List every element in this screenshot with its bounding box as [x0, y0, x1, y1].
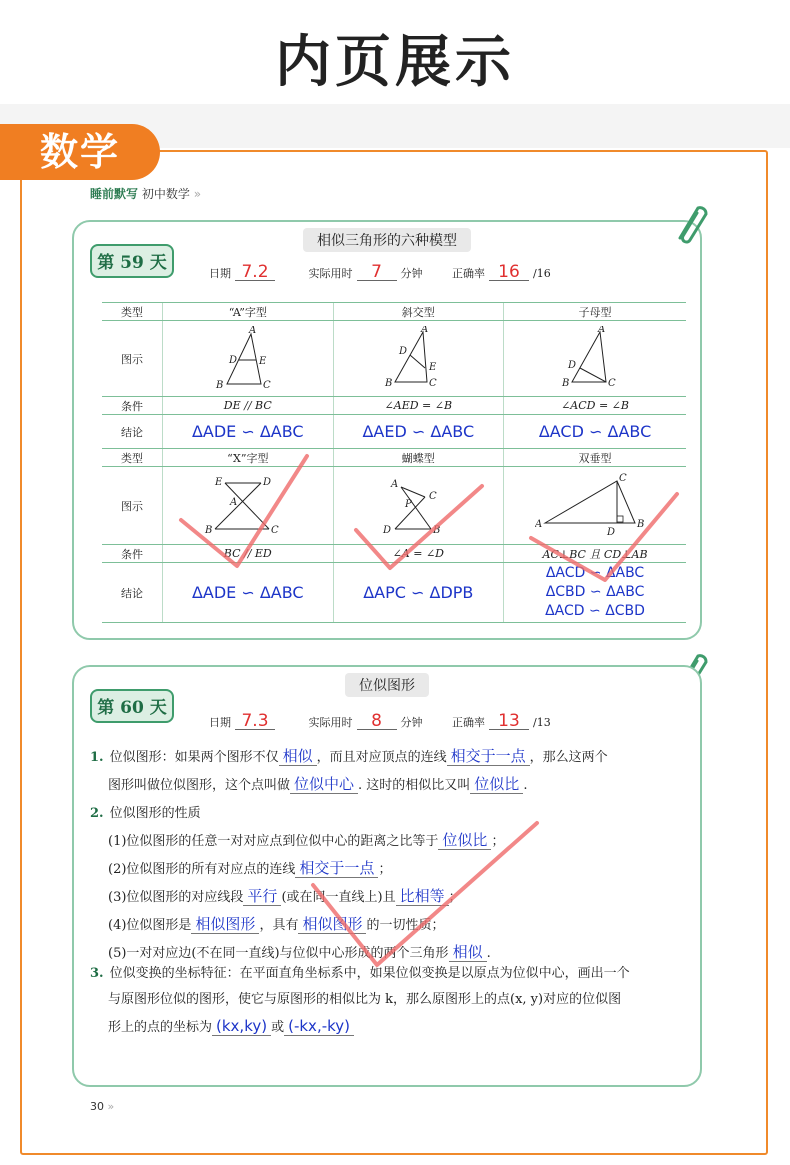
question-text: 或	[271, 1020, 285, 1035]
card-title-text: 位似图形	[345, 673, 429, 697]
condition-cell: AC⊥BC 且 CD⊥AB	[504, 545, 686, 563]
answer-text: 平行	[243, 887, 281, 906]
page-number	[90, 1100, 114, 1113]
table-row	[102, 415, 686, 449]
date-value: 7.3	[235, 713, 275, 730]
condition-cell: ∠A = ∠D	[333, 545, 504, 563]
type-cell: 子母型	[504, 303, 686, 321]
svg-text:A: A	[248, 325, 256, 336]
question-text: 位似图形：如果两个图形不仅	[109, 750, 279, 765]
svg-text:B: B	[637, 518, 645, 530]
svg-text:B: B	[433, 524, 441, 536]
svg-text:B: B	[215, 379, 224, 391]
time-value: 8	[357, 713, 397, 730]
table-row	[102, 397, 686, 415]
question-number: 3.	[90, 966, 104, 981]
svg-text:B: B	[204, 524, 213, 536]
answer-text: 相交于一点	[295, 859, 378, 878]
question-text: 形上的点的坐标为	[108, 1020, 213, 1035]
time-unit: 分钟	[400, 716, 423, 729]
answer-text: 相似图形	[298, 915, 366, 934]
figure-mother-child	[504, 321, 686, 397]
svg-text:A: A	[598, 325, 606, 335]
row-header: 类型	[102, 449, 163, 467]
conclusion-cell: ΔADE ∽ ΔABC	[163, 415, 334, 449]
page-number-separator: »	[107, 1100, 115, 1113]
accuracy-total: /16	[533, 267, 551, 280]
day-badge: 第 59 天	[90, 244, 174, 278]
svg-text:C: C	[429, 377, 437, 389]
question-text: 与原图形位似的图形，使它与原图形的相似比为 k，那么原图形上的点(x, y)对应的位似图	[108, 992, 622, 1007]
question-text: (5)一对对应边(不在同一直线)与位似中心形成的两个三角形	[108, 946, 449, 961]
svg-text:E: E	[214, 476, 223, 488]
type-cell: “A”字型	[163, 303, 334, 321]
svg-text:A: A	[229, 496, 237, 508]
row-header: 条件	[102, 397, 163, 415]
condition-cell: ∠AED = ∠B	[333, 397, 504, 415]
question-number: 1.	[90, 750, 104, 765]
breadcrumb-series: 睡前默写	[90, 187, 139, 201]
figure-oblique	[333, 321, 504, 397]
type-cell: 蝴蝶型	[333, 449, 504, 467]
answer-text: 相交于一点	[447, 747, 530, 766]
table-row	[102, 321, 686, 397]
question-text: (4)位似图形是	[108, 918, 192, 933]
svg-text:C: C	[619, 472, 627, 484]
conclusion-cell: ΔAPC ∽ ΔDPB	[333, 563, 504, 623]
question-1	[90, 743, 690, 799]
page-number-value: 30	[90, 1100, 104, 1113]
question-text: (1)位似图形的任意一对对应点到位似中心的距离之比等于	[108, 834, 439, 849]
answer-text: 位似比	[470, 775, 523, 794]
question-text: ，那么这两个	[529, 750, 608, 765]
answer-text: 相似	[279, 747, 317, 766]
figure-a-shape	[163, 321, 334, 397]
record-line	[209, 713, 551, 730]
svg-text:P: P	[405, 498, 413, 510]
question-text: 图形叫做位似图形，这个点叫做	[108, 778, 291, 793]
condition-cell: BC // ED	[163, 545, 334, 563]
svg-text:C: C	[429, 490, 437, 502]
conclusion-line: ΔACD ∽ ΔCBD	[545, 603, 645, 619]
svg-text:A: A	[421, 325, 429, 335]
accuracy-total: /13	[533, 716, 551, 729]
table-row	[102, 449, 686, 467]
question-text: ；	[491, 834, 505, 849]
svg-text:C: C	[270, 524, 279, 536]
svg-text:B: B	[385, 377, 393, 389]
question-text: 的一切性质；	[366, 918, 445, 933]
type-cell: 双垂型	[504, 449, 686, 467]
time-label: 实际用时	[308, 267, 353, 280]
breadcrumb	[90, 185, 201, 202]
conclusion-line: ΔCBD ∽ ΔABC	[545, 584, 645, 600]
svg-text:C: C	[608, 377, 616, 389]
conclusion-cell: ΔAED ∽ ΔABC	[333, 415, 504, 449]
figure-double-perpendicular	[504, 467, 686, 545]
conclusion-cell	[504, 563, 686, 623]
accuracy-value: 16	[489, 264, 529, 281]
answer-text: 位似中心	[290, 775, 358, 794]
question-text: ，具有	[259, 918, 299, 933]
row-header: 类型	[102, 303, 163, 321]
type-cell: “X”字型	[163, 449, 334, 467]
time-value: 7	[357, 264, 397, 281]
question-text: ，而且对应顶点的连线	[316, 750, 447, 765]
svg-text:A: A	[535, 518, 543, 530]
day59-card	[72, 220, 702, 640]
answer-text: (-kx,-ky)	[284, 1017, 354, 1036]
question-text: 位似图形的性质	[109, 806, 201, 821]
row-header: 图示	[102, 321, 163, 397]
breadcrumb-course: 初中数学	[141, 187, 190, 201]
condition-cell: DE // BC	[163, 397, 334, 415]
svg-text:C: C	[262, 379, 271, 391]
date-label: 日期	[209, 267, 231, 280]
page-title: 内页展示	[275, 30, 515, 95]
conclusion-cell: ΔACD ∽ ΔABC	[504, 415, 686, 449]
accuracy-value: 13	[489, 713, 529, 730]
question-text: .	[486, 946, 491, 961]
svg-text:E: E	[429, 361, 437, 373]
svg-text:A: A	[391, 478, 399, 490]
date-value: 7.2	[235, 264, 275, 281]
conclusion-line: ΔACD ∽ ΔABC	[545, 565, 645, 581]
table-row	[102, 545, 686, 563]
question-text: ；	[448, 890, 462, 905]
type-cell: 斜交型	[333, 303, 504, 321]
subject-tab: 数学	[0, 124, 160, 180]
answer-text: 相似	[449, 943, 487, 962]
model-table	[102, 302, 686, 623]
svg-text:D: D	[568, 359, 577, 371]
svg-text:D: D	[607, 526, 616, 538]
question-text: 位似变换的坐标特征：在平面直角坐标系中，如果位似变换是以原点为位似中心，画出一个	[109, 966, 630, 981]
time-label: 实际用时	[308, 716, 353, 729]
question-text: (3)位似图形的对应线段	[108, 890, 244, 905]
svg-text:D: D	[399, 345, 408, 357]
accuracy-label: 正确率	[452, 267, 485, 280]
svg-text:D: D	[262, 476, 271, 488]
row-header: 条件	[102, 545, 163, 563]
question-text: (2)位似图形的所有对应点的连线	[108, 862, 296, 877]
svg-text:D: D	[228, 354, 237, 366]
question-number: 2.	[90, 806, 104, 821]
time-unit: 分钟	[400, 267, 423, 280]
day-badge: 第 60 天	[90, 689, 174, 723]
answer-text: 比相等	[396, 887, 449, 906]
figure-x-shape	[163, 467, 334, 545]
svg-text:E: E	[258, 355, 267, 367]
question-text: . 这时的相似比又叫	[358, 778, 471, 793]
day60-card	[72, 665, 702, 1087]
question-2	[90, 801, 690, 967]
table-row	[102, 563, 686, 623]
question-3	[90, 961, 690, 1041]
record-line	[209, 264, 551, 281]
card-title-text: 相似三角形的六种模型	[303, 228, 471, 252]
row-header: 结论	[102, 563, 163, 623]
table-row	[102, 467, 686, 545]
condition-cell: ∠ACD = ∠B	[504, 397, 686, 415]
paper-clip-icon	[672, 200, 708, 244]
row-header: 图示	[102, 467, 163, 545]
answer-text: 位似比	[438, 831, 491, 850]
question-text: .	[523, 778, 528, 793]
svg-text:B: B	[562, 377, 570, 389]
table-row	[102, 303, 686, 321]
answer-text: 相似图形	[191, 915, 259, 934]
conclusion-cell: ΔADE ∽ ΔABC	[163, 563, 334, 623]
figure-butterfly	[333, 467, 504, 545]
date-label: 日期	[209, 716, 231, 729]
svg-text:D: D	[383, 524, 392, 536]
question-text: (或在同一直线上)且	[281, 890, 396, 905]
breadcrumb-separator: »	[193, 187, 202, 201]
row-header: 结论	[102, 415, 163, 449]
question-text: ；	[378, 862, 392, 877]
answer-text: (kx,ky)	[212, 1017, 271, 1036]
accuracy-label: 正确率	[452, 716, 485, 729]
